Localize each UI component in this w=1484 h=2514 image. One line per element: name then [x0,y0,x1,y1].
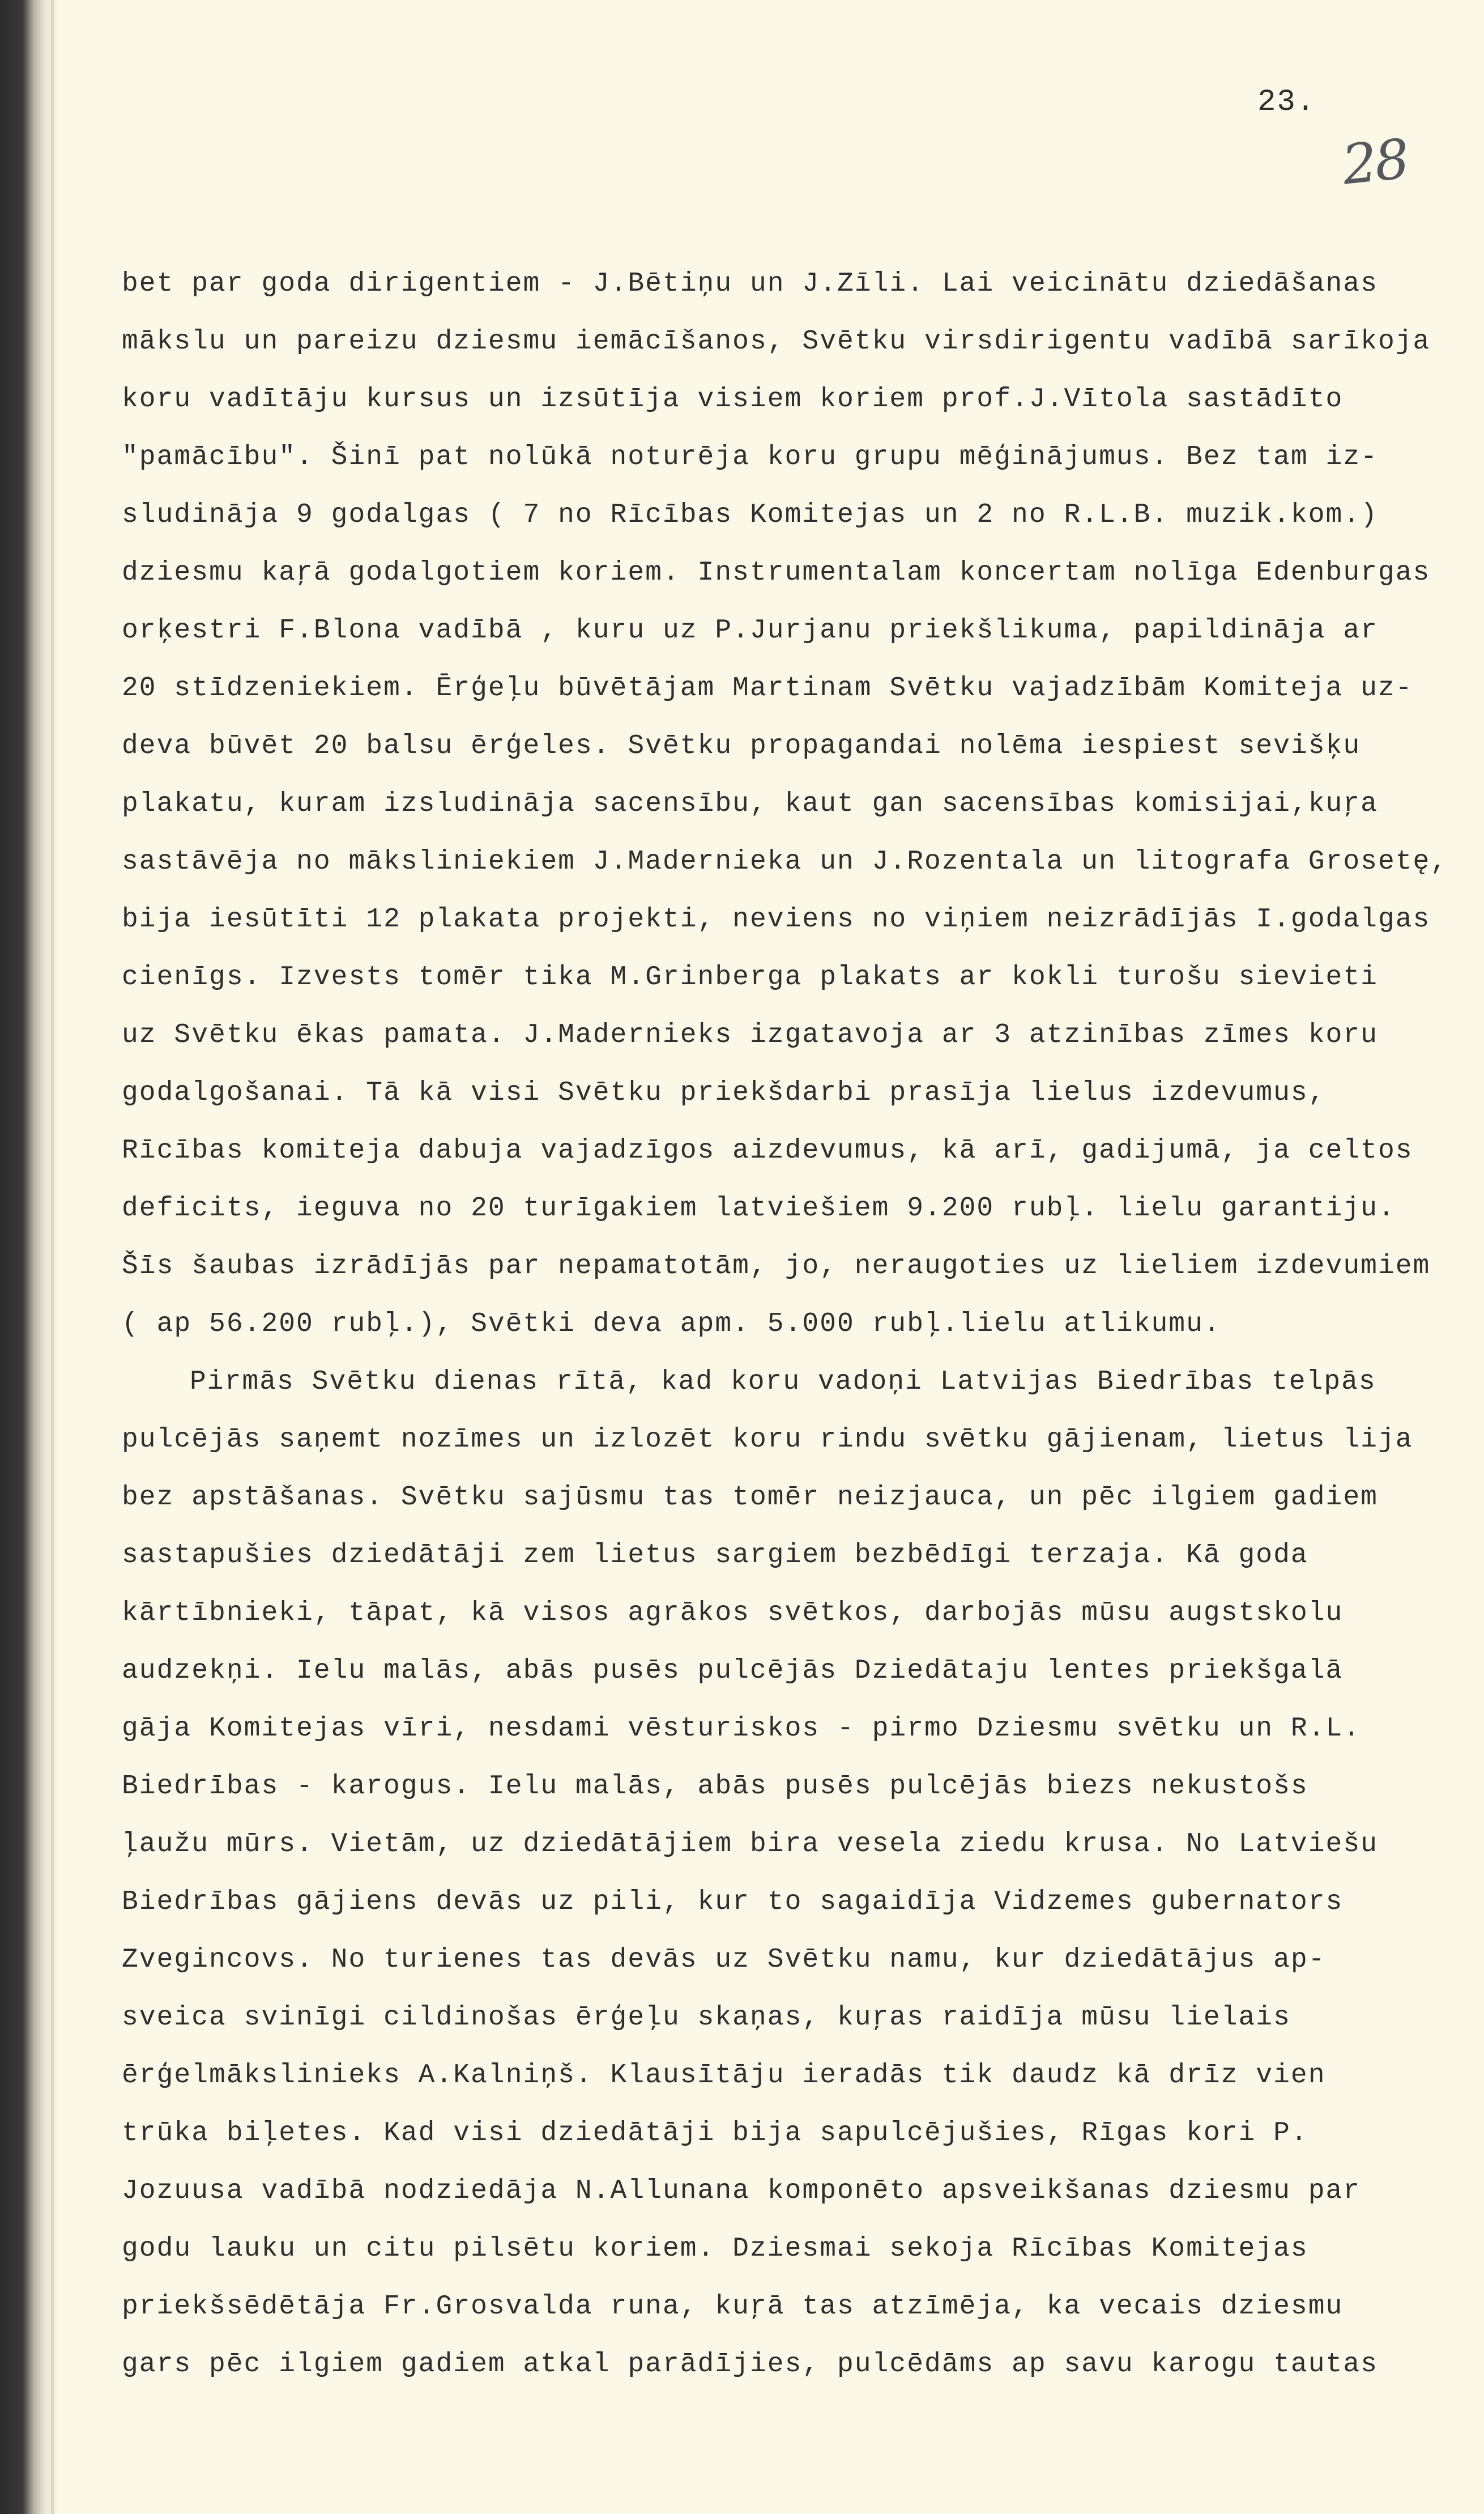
text-line: sludināja 9 godalgas ( 7 no Rīcības Komitejas un 2 no R.L.B. muzik.kom.) [122,500,1378,530]
text-line: godalgošanai. Tā kā visi Svētku priekšdarbi prasīja lielus izdevumus, [122,1078,1326,1108]
text-line: koru vadītāju kursus un izsūtīja visiem koriem prof.J.Vītola sastādīto [122,384,1344,415]
text-line: uz Svētku ēkas pamata. J.Madernieks izgatavoja ar 3 atzinības zīmes koru [122,1020,1378,1050]
text-line: sveica svinīgi cildinošas ērģeļu skaņas, kuŗas raidīja mūsu lielais [122,2002,1291,2033]
typewritten-text [122,255,1448,2393]
text-line: Biedrības gājiens devās uz pili, kur to sagaidīja Vidzemes gubernators [122,1887,1344,1917]
text-line: "pamācību". Šinī pat nolūkā noturēja koru grupu mēģinājumus. Bez tam iz- [122,442,1378,473]
text-line: godu lauku un citu pilsētu koriem. Dziesmai sekoja Rīcības Komitejas [122,2234,1308,2264]
text-line: plakatu, kuram izsludināja sacensību, kaut gan sacensības komisijai,kuŗa [122,789,1378,819]
text-line: Zvegincovs. No turienes tas devās uz Svētku namu, kur dziedātājus ap- [122,1945,1326,1975]
text-line: bet par goda dirigentiem - J.Bētiņu un J.Zīli. Lai veicinātu dziedāšanas [122,269,1378,299]
text-line: bez apstāšanas. Svētku sajūsmu tas tomēr neizjauca, un pēc ilgiem gadiem [122,1482,1378,1513]
text-line: deficits, ieguva no 20 turīgakiem latviešiem 9.200 rubļ. lielu garantiju. [122,1193,1396,1224]
page-number: 23. [1257,85,1316,120]
text-line: cienīgs. Izvests tomēr tika M.Grinberga plakats ar kokli turošu sievieti [122,962,1378,993]
text-line: dziesmu kaŗā godalgotiem koriem. Instrumentalam koncertam nolīga Edenburgas [122,558,1431,588]
text-line: sastapušies dziedātāji zem lietus sargiem bezbēdīgi terzaja. Kā goda [122,1540,1308,1571]
text-line: trūka biļetes. Kad visi dziedātāji bija sapulcējušies, Rīgas kori P. [122,2118,1308,2149]
text-line: audzekņi. Ielu malās, abās pusēs pulcējās Dziedātaju lentes priekšgalā [122,1656,1344,1686]
text-line: ļaužu mūrs. Vietām, uz dziedātājiem bira vesela ziedu krusa. No Latviešu [122,1829,1378,1860]
text-line: Pirmās Svētku dienas rītā, kad koru vadoņi Latvijas Biedrības telpās [190,1367,1376,1397]
text-line: Biedrības - karogus. Ielu malās, abās pusēs pulcējās biezs nekustošs [122,1771,1308,1802]
text-line: Rīcības komiteja dabuja vajadzīgos aizdevumus, kā arī, gadijumā, ja celtos [122,1135,1413,1166]
text-line: 20 stīdzeniekiem. Ērģeļu būvētājam Martinam Svētku vajadzībām Komiteja uz- [122,673,1413,704]
text-line: orķestri F.Blona vadībā , kuru uz P.Jurjanu priekšlikuma, papildināja ar [122,615,1378,646]
text-line: bija iesūtīti 12 plakata projekti, neviens no viņiem neizrādījās I.godalgas [122,904,1431,935]
text-line: priekšsēdētāja Fr.Grosvalda runa, kuŗā tas atzīmēja, ka vecais dziesmu [122,2291,1344,2322]
text-line: gars pēc ilgiem gadiem atkal parādījies, pulcēdāms ap savu karogu tautas [122,2349,1378,2380]
handwritten-archive-mark: 28 [1339,127,1410,197]
text-line: sastāvēja no māksliniekiem J.Madernieka un J.Rozentala un litografa Grosetę, [122,846,1448,877]
text-line: ( ap 56.200 rubļ.), Svētki deva apm. 5.000 rubļ.lielu atlikumu. [122,1309,1221,1339]
text-line: gāja Komitejas vīri, nesdami vēsturiskos - pirmo Dziesmu svētku un R.L. [122,1713,1361,1744]
text-line: deva būvēt 20 balsu ērģeles. Svētku propagandai nolēma iespiest sevišķu [122,731,1361,762]
page-fold-shadow [51,0,54,2514]
text-line: pulcējās saņemt nozīmes un izlozēt koru rindu svētku gājienam, lietus lija [122,1424,1413,1455]
text-line: mākslu un pareizu dziesmu iemācīšanos, Svētku virsdirigentu vadībā sarīkoja [122,326,1431,357]
text-line: Šīs šaubas izrādījās par nepamatotām, jo, neraugoties uz lieliem izdevumiem [122,1251,1431,1282]
text-line: Jozuusa vadībā nodziedāja N.Allunana komponēto apsveikšanas dziesmu par [122,2176,1361,2206]
text-line: ērģelmākslinieks A.Kalniņš. Klausītāju ieradās tik daudz kā drīz vien [122,2060,1326,2091]
text-line: kārtībnieki, tāpat, kā visos agrākos svētkos, darbojās mūsu augstskolu [122,1598,1344,1628]
binding-edge [0,0,57,2514]
